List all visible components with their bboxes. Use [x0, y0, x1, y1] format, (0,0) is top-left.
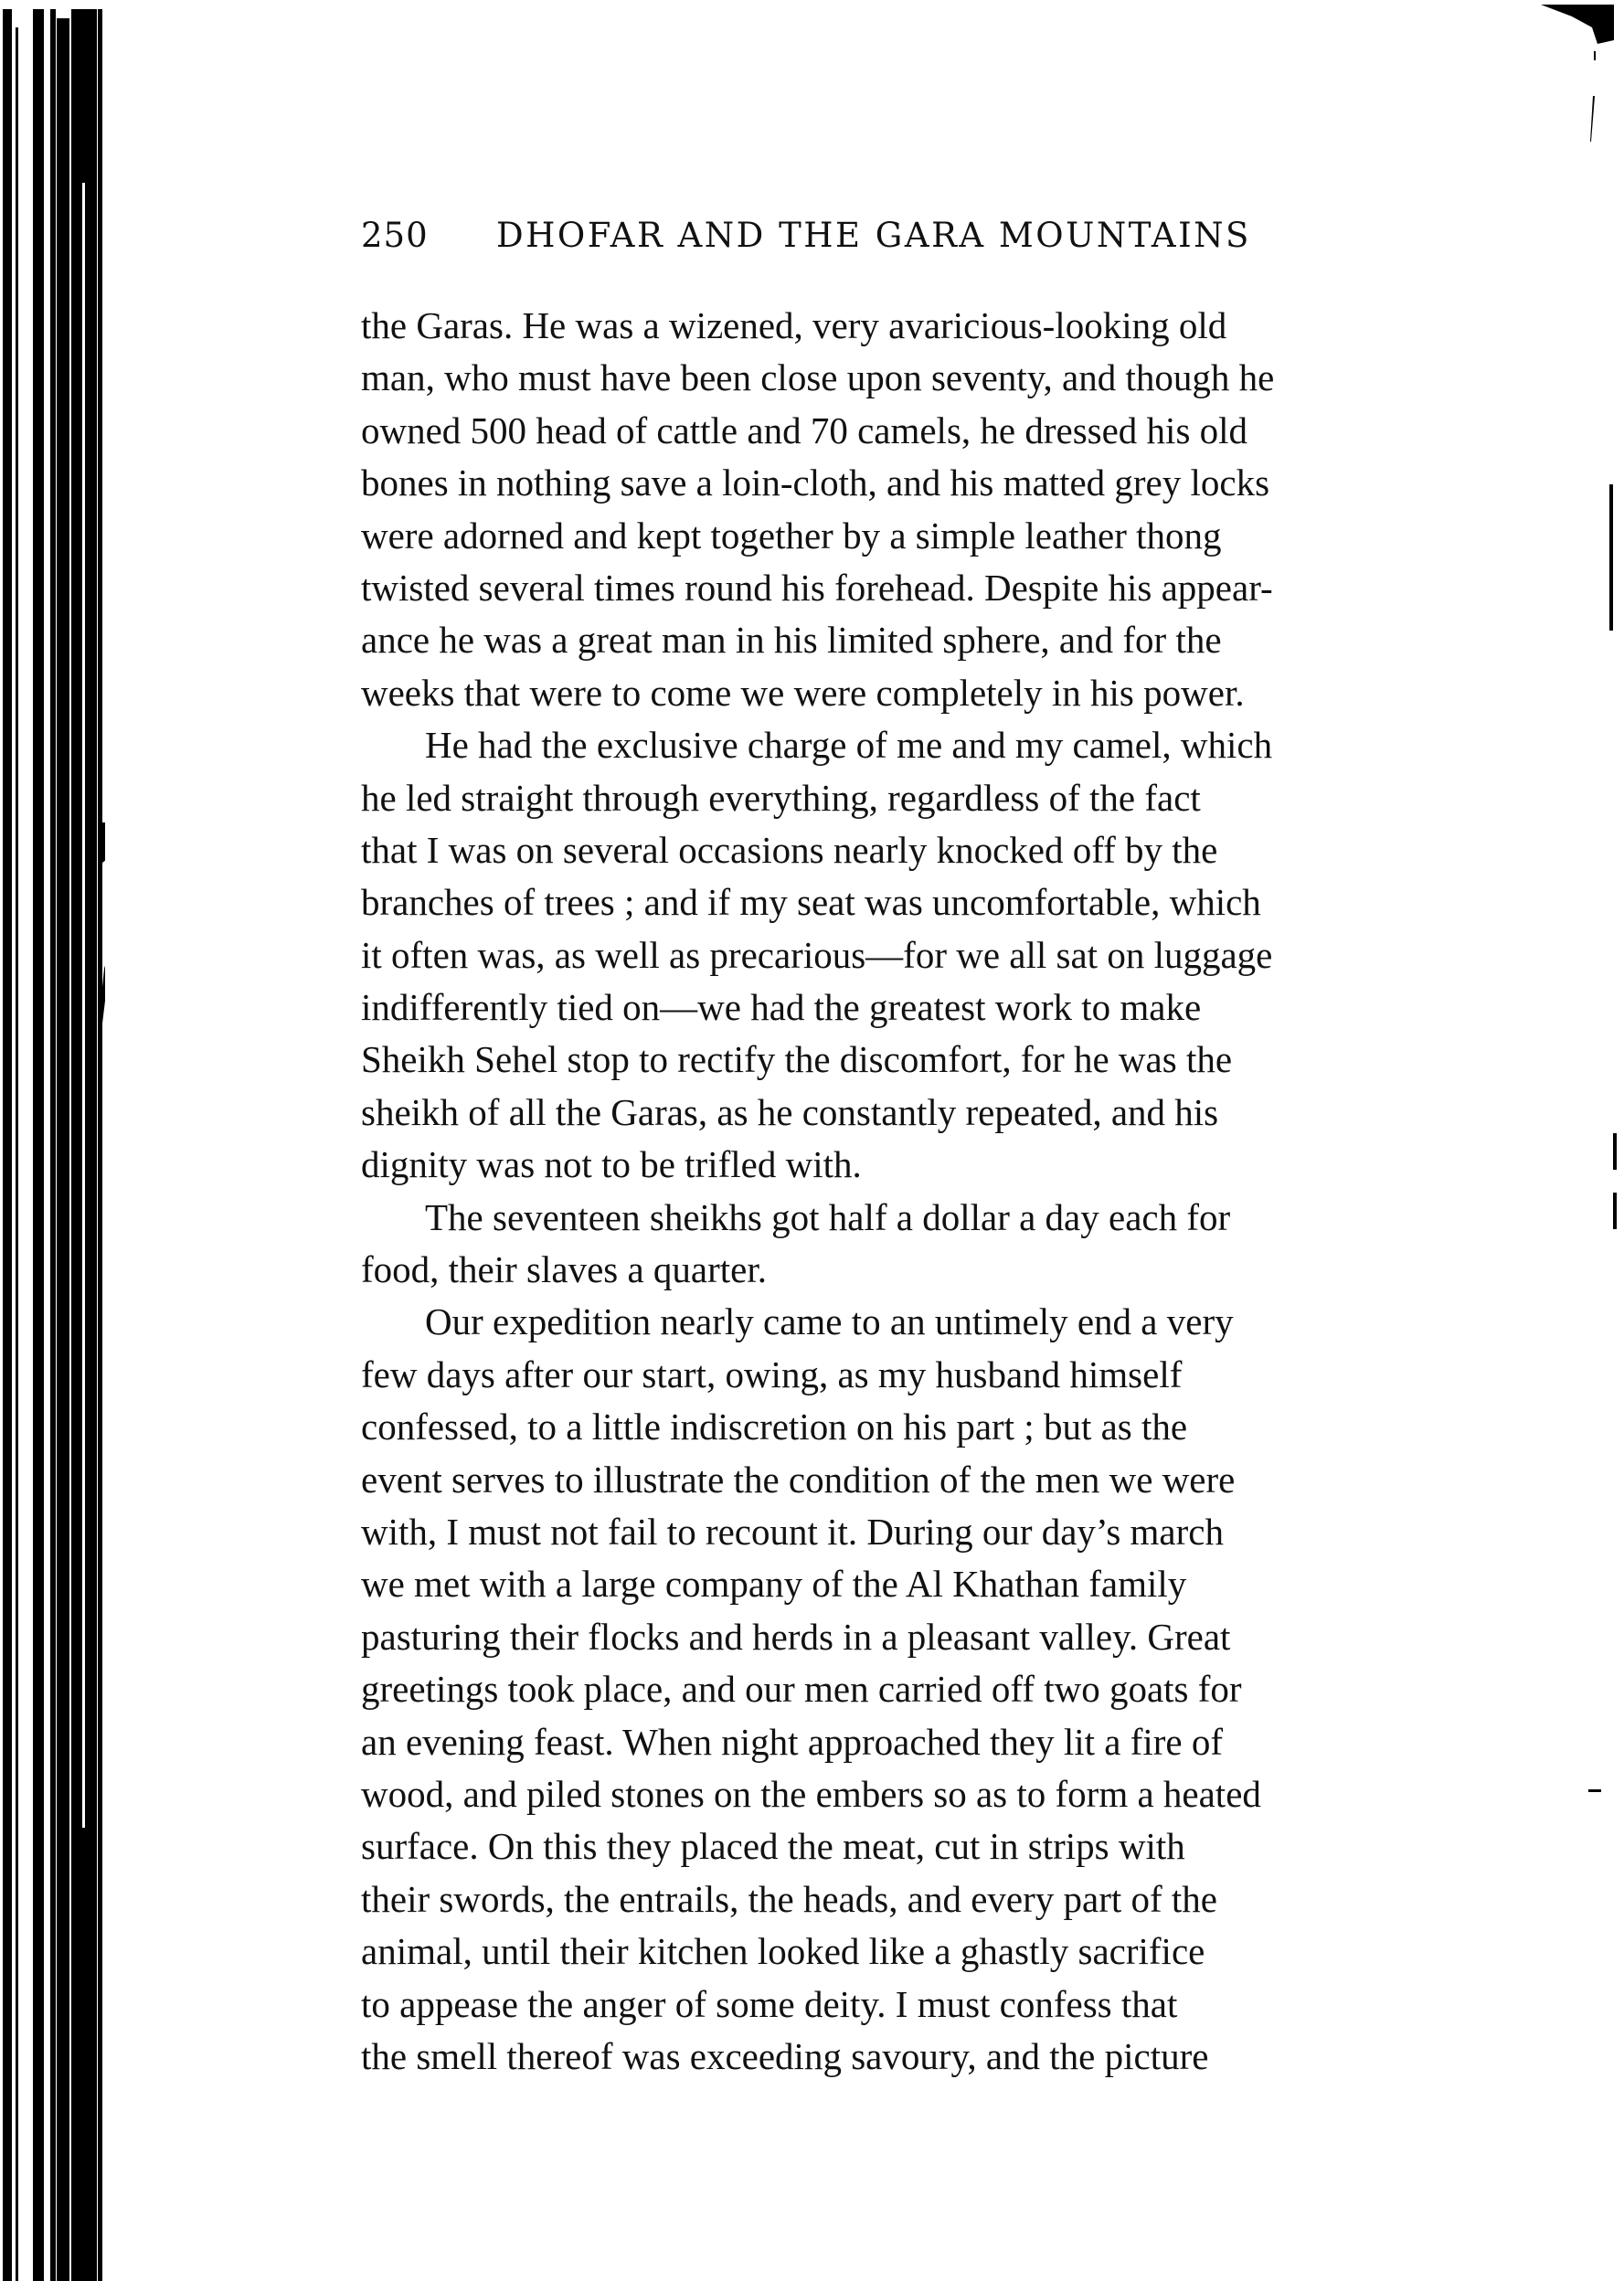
text-line: animal, until their kitchen looked like a ghastly sacrifice: [361, 1930, 1205, 1973]
text-line: bones in nothing save a loin-cloth, and his matted grey locks: [361, 462, 1270, 504]
text-line: few days after our start, owing, as my husband himself: [361, 1353, 1183, 1395]
book-binding-edge: [0, 0, 105, 2281]
page-number: 250: [361, 216, 429, 255]
text-line: were adorned and kept together by a simple leather thong: [361, 514, 1222, 557]
text-line: man, who must have been close upon seventy, and though he: [361, 356, 1275, 399]
right-margin-mark: [1613, 1133, 1617, 1170]
text-line: surface. On this they placed the meat, cut in strips with: [361, 1825, 1185, 1868]
text-line: with, I must not fail to recount it. During our day’s march: [361, 1510, 1224, 1553]
text-line: the smell thereof was exceeding savoury, and the picture: [361, 2034, 1209, 2077]
text-line: twisted several times round his forehead. Despite his appear-: [361, 566, 1273, 609]
text-line: their swords, the entrails, the heads, and every part of the: [361, 1877, 1217, 1920]
text-line: He had the exclusive charge of me and my camel, which: [425, 724, 1273, 767]
running-title: DHOFAR AND THE GARA MOUNTAINS: [496, 216, 1251, 255]
text-line: food, their slaves a quarter.: [361, 1248, 768, 1291]
text-line: The seventeen sheikhs got half a dollar a day each for: [425, 1195, 1231, 1238]
text-line: to appease the anger of some deity. I must confess that: [361, 1982, 1178, 2025]
text-line: he led straight through everything, regardless of the fact: [361, 776, 1201, 819]
text-line: sheikh of all the Garas, as he constantly repeated, and his: [361, 1090, 1219, 1133]
text-line: wood, and piled stones on the embers so as to form a heated: [361, 1772, 1261, 1815]
text-line: confessed, to a little indiscretion on his part ; but as the: [361, 1406, 1188, 1448]
text-line: ance he was a great man in his limited sphere, and for the: [361, 619, 1222, 662]
text-line: Our expedition nearly came to an untimely end a very: [425, 1300, 1234, 1343]
text-line: owned 500 head of cattle and 70 camels, he dressed his old: [361, 408, 1248, 451]
running-header: [361, 216, 1430, 271]
text-line: event serves to illustrate the condition of the men we were: [361, 1458, 1236, 1501]
right-margin-mark: [1609, 484, 1613, 631]
right-margin-mark: [1613, 1193, 1617, 1229]
top-right-scan-mark: [1462, 0, 1624, 228]
text-line: it often was, as well as precarious—for we all sat on luggage: [361, 933, 1273, 976]
text-line: we met with a large company of the Al Khathan family: [361, 1563, 1187, 1606]
text-line: weeks that were to come we were completely in his power.: [361, 671, 1245, 714]
text-line: the Garas. He was a wizened, very avaricious-looking old: [361, 304, 1227, 346]
text-line: Sheikh Sehel stop to rectify the discomfort, for he was the: [361, 1038, 1233, 1081]
text-line: an evening feast. When night approached they lit a fire of: [361, 1720, 1224, 1763]
body-text: [361, 300, 1424, 2083]
text-line: dignity was not to be trifled with.: [361, 1143, 862, 1186]
text-line: indifferently tied on—we had the greatest work to make: [361, 986, 1202, 1029]
text-line: branches of trees ; and if my seat was uncomfortable, which: [361, 881, 1261, 924]
text-line: greetings took place, and our men carried off two goats for: [361, 1668, 1242, 1711]
text-line: that I was on several occasions nearly knocked off by the: [361, 828, 1218, 871]
text-line: pasturing their flocks and herds in a pleasant valley. Great: [361, 1615, 1231, 1658]
right-margin-mark: [1588, 1789, 1601, 1792]
